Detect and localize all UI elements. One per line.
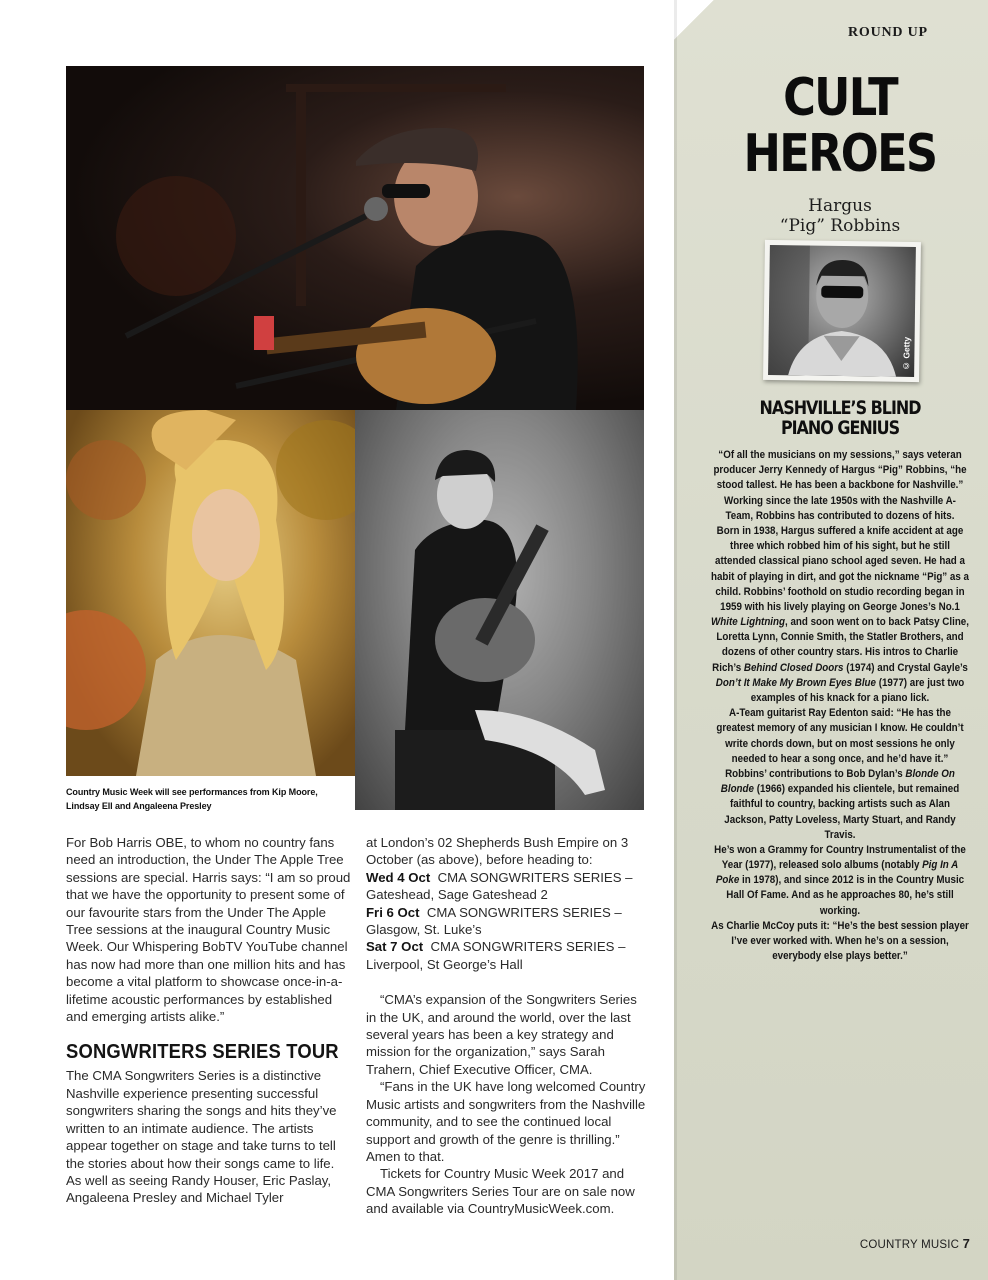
blonde-singer-photo: [66, 410, 355, 776]
sidebar-paragraph: “Of all the musicians on my sessions,” says veteran producer Jerry Kennedy of Hargus “Pig” Robbins, “he stood tallest. He has been a backbone for Nashville.” Working since the late 1950s with the Nashville A-Team, Robbins has contributed to dozens of hits.: [713, 449, 967, 522]
subject-name-line: Hargus: [808, 196, 872, 216]
tour-date-day: Fri 6 Oct: [366, 904, 420, 920]
guitarist-seated-photo: [355, 410, 644, 810]
sidebar-paragraph: He’s won a Grammy for Country Instrumentalist of the Year (1977), released solo albums (notably Pig In A Poke in 1978), and since 2012 is in the Country Music Hall Of Fame. And as he approaches 80, he’s still working.: [714, 843, 966, 917]
photo-credit: © Getty: [901, 336, 912, 371]
page-folio: [840, 1236, 970, 1251]
page-number: 7: [962, 1236, 970, 1251]
section-label: ROUND UP: [848, 25, 928, 40]
sidebar-title: [711, 70, 969, 182]
article-column-1: [66, 834, 351, 1207]
paragraph: The CMA Songwriters Series is a distinctive Nashville experience presenting successful songwriters sharing the songs and hits they’ve written to an intimate audience. The artists appear together on stage and take turns to tell the stories about how their songs came to life. As well as seeing Randy Houser, Eric Paslay, Angaleena Presley and Michael Tyler: [66, 1068, 337, 1206]
sidebar-title-line: HEROES: [743, 124, 937, 184]
subject-name: [690, 196, 988, 236]
sidebar-title-line: CULT: [783, 68, 897, 128]
paragraph: at London’s 02 Shepherds Bush Empire on 3 October (as above), before heading to:: [366, 835, 629, 868]
robbins-portrait-photo: [763, 240, 921, 382]
article-column-2: [366, 834, 648, 1218]
sidebar-paragraph: Robbins’ contributions to Bob Dylan’s Blonde On Blonde (1966) expanded his clientele, but remained faithful to country, backing artists such as Alan Jackson, Patty Loveless, Marty Stuart, and Randy Travis.: [720, 767, 960, 841]
magazine-name: COUNTRY MUSIC: [859, 1239, 960, 1251]
tour-date-day: Wed 4 Oct: [366, 869, 431, 885]
paragraph: “CMA’s expansion of the Songwriters Series in the UK, and around the world, over the last several years has been a key strategy and mission for the organization,” says Sarah Trahern, Chief Executive Officer, CMA.: [366, 992, 637, 1077]
tour-date: [366, 938, 648, 973]
tour-date: [366, 869, 648, 904]
sidebar-headline-line: PIANO GENIUS: [780, 417, 900, 439]
sidebar-headline: [714, 398, 966, 438]
sidebar-body: [690, 448, 988, 964]
sidebar-headline-line: NASHVILLE’S BLIND: [759, 397, 921, 419]
sidebar-paragraph: A-Team guitarist Ray Edenton said: “He has the greatest memory of any musician I know. He couldn’t write chords down, but on most sessions he only needed to hear a song once, and he’d have it.”: [716, 707, 964, 765]
performer-guitar-photo: [66, 66, 644, 410]
paragraph: “Fans in the UK have long welcomed Country Music artists and songwriters from the Nashville community, and to see the continued local support and growth of the genre is thrilling.” Amen to that.: [366, 1079, 646, 1164]
paragraph: For Bob Harris OBE, to whom no country fans need an introduction, the Under The Apple Tree sessions are special. Harris says: “I am so proud that we have the opportunity to present some of our favourite stars from the Under The Apple Tree sessions at the inaugural Country Music Week. Our Whispering BobTV YouTube channel has now had more than one million hits and has become a vital platform to showcase once-in-a-lifetime acoustic performances by established and emerging artists alike.”: [66, 835, 351, 1025]
tour-date: [366, 904, 648, 939]
paragraph: Tickets for Country Music Week 2017 and CMA Songwriters Series Tour are on sale now and available via CountryMusicWeek.com.: [366, 1166, 635, 1217]
tour-date-text: CMA SONGWRITERS SERIES – Liverpool, St George’s Hall: [366, 939, 626, 972]
tour-date-text: CMA SONGWRITERS SERIES – Gateshead, Sage Gateshead 2: [366, 869, 633, 903]
tour-date-day: Sat 7 Oct: [366, 939, 424, 955]
tour-date-text: CMA SONGWRITERS SERIES – Glasgow, St. Luke’s: [366, 904, 622, 938]
photo-caption: Country Music Week will see performances from Kip Moore, Lindsay Ell and Angaleena Presley: [66, 787, 318, 812]
sidebar-paragraph: Born in 1938, Hargus suffered a knife accident at age three which robbed him of his sight, but he still attended classical piano school aged seven. He had a habit of playing in dirt, and got the nickname “Pig” as a child. Robbins’ foothold on studio recording began in 1959 with his lively playing on George Jones’s No.1 White Lightning, and soon went on to back Patsy Cline, Loretta Lynn, Connie Smith, the Statler Brothers, and dozens of other country stars. His intros to Charlie Rich’s Behind Closed Doors (1974) and Crystal Gayle’s Don’t It Make My Brown Eyes Blue (1977) are just two examples of his knack for a piano lick.: [711, 524, 969, 704]
section-heading: SONGWRITERS SERIES TOUR: [66, 1041, 339, 1064]
subject-name-line: “Pig” Robbins: [779, 216, 901, 236]
sidebar-paragraph: As Charlie McCoy puts it: “He’s the best session player I’ve ever worked with. When he’s on a session, everybody else plays better.”: [711, 919, 969, 963]
